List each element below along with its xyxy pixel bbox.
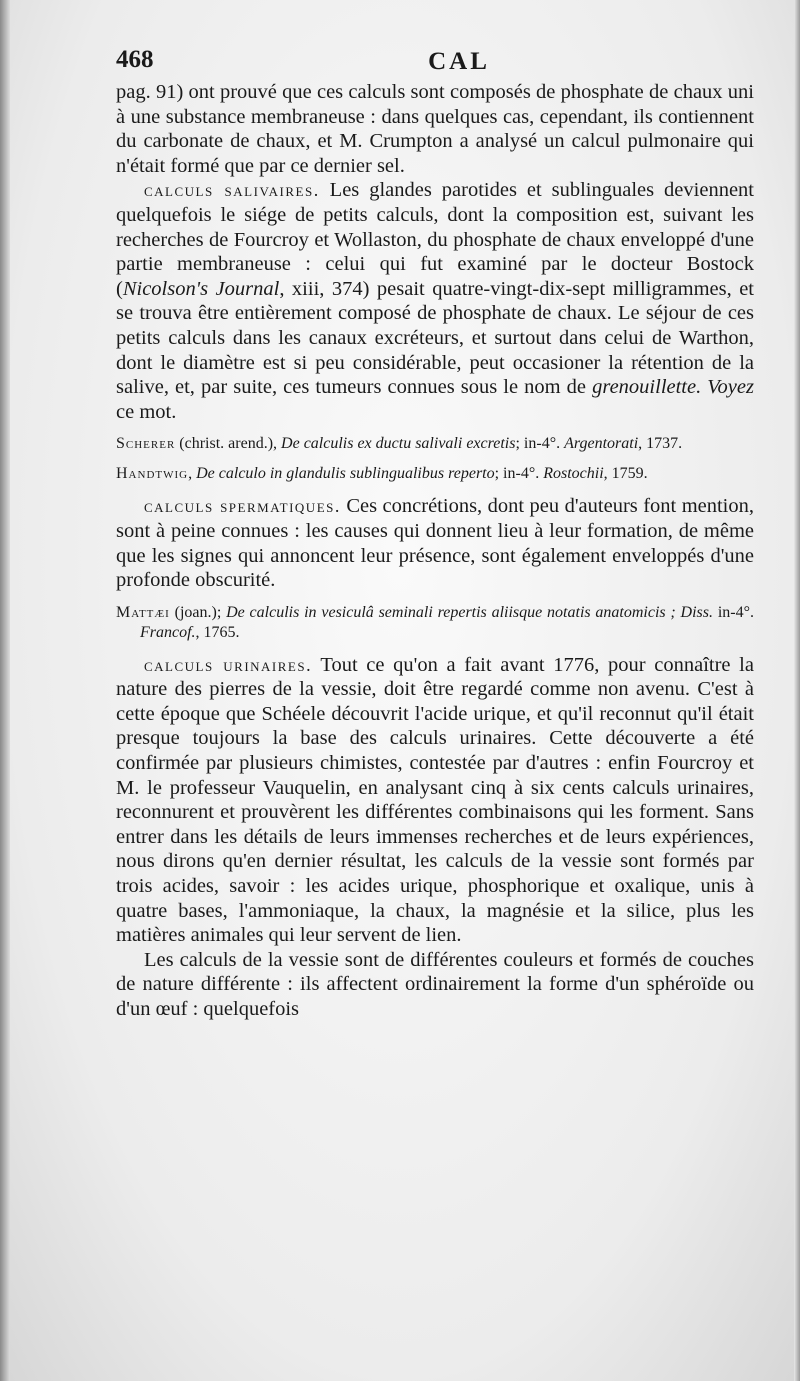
bib-author: Mattæi <box>116 603 170 621</box>
bib-title: De calculo in glandulis sublingualibus reperto <box>196 465 495 483</box>
bibliography-entry <box>116 603 754 643</box>
cross-reference: . Voyez <box>696 376 754 399</box>
section-title: calculs salivaires. <box>144 180 320 201</box>
bib-text: ; in-4°. <box>494 465 544 483</box>
journal-title: Nicolson's Journal <box>122 277 280 300</box>
bib-year: , 1759. <box>603 465 648 483</box>
section-text: ce mot. <box>116 400 177 423</box>
paragraph: Les calculs de la vessie sont de différentes couleurs et formés de couches de nature différente : ils affectent ordinairement la forme d'un sphéroïde ou d'un œuf : quelquefois <box>116 948 754 1020</box>
page-edge-shadow <box>794 0 800 1381</box>
paragraph-continuation: pag. 91) ont prouvé que ces calculs sont composés de phosphate de chaux uni à une substance membraneuse : dans quelques cas, cependant, ils contiennent du carbonate de chaux, et M. Crumpton a analysé un calcul pulmonaire qui n'était formé que par ce dernier sel. <box>116 81 754 177</box>
term-italic: grenouillette <box>592 376 697 399</box>
section-title: calculs spermatiques. <box>144 496 341 517</box>
section-text: Tout ce qu'on a fait avant 1776, pour connaître la nature des pierres de la vessie, doit être regardé comme non avenu. C'est à cette époque que Schéele découvrit l'acide urique, et qu'il reconnut qu'il était presque toujours la base des calculs urinaires. Cette découverte a été confirmée par plusieurs chimistes, contestée par d'autres : enfin Fourcroy et M. le professeur Vauquelin, en analysant cinq à six cents calculs urinaires, reconnurent et prouvèrent les différentes combinaisons qui les forment. Sans entrer dans les détails de leurs immenses recherches et de leurs expériences, nous dirons qu'en dernier résultat, les calculs de la vessie sont formés par trois acides, savoir : les acides urique, phosphorique et oxalique, unis à quatre bases, l'ammoniaque, la chaux, la magnésie et la silice, plus les matières animales qui leur servent de lien. <box>116 653 754 947</box>
page-gutter-shadow <box>0 0 10 1381</box>
bib-text: (christ. arend.), <box>175 435 282 453</box>
bib-year: , 1737. <box>638 435 683 453</box>
section-calculs-urinaires <box>116 653 754 948</box>
bib-text: (joan.); <box>169 603 227 621</box>
section-calculs-salivaires <box>116 178 754 424</box>
section-text: Les glandes parotides et sublinguales deviennent quelquefois le siége de petits calculs, dont la composition est, suivant les recherches de Fourcroy et Wollaston, du phosphate de chaux enveloppé d'une partie membraneuse : celui qui fut examiné par le docteur Bostock ( <box>116 179 754 300</box>
running-head: CAL <box>428 48 490 75</box>
bib-author: Scherer <box>116 435 176 453</box>
section-text: , xiii, 374) pesait quatre-vingt-dix-sept milligrammes, et se trouva être entièrement composé de phosphate de chaux. Le séjour de ces petits calculs dans les canaux excréteurs, et surtout dans celui de Warthon, dont le diamètre est si peu considérable, peut occasioner la rétention de la salive, et, par suite, ces tumeurs connues sous le nom de <box>116 277 754 399</box>
bib-place: Francof. <box>140 623 196 641</box>
bib-place: Rostochii <box>543 465 604 483</box>
bibliography-entry <box>116 434 754 454</box>
bib-place: Argentorati <box>564 435 639 453</box>
page-number: 468 <box>116 46 154 73</box>
bib-title: De calculis in vesiculâ seminali repertis aliisque notatis anatomicis ; Diss. <box>226 603 714 621</box>
section-title: calculs urinaires. <box>144 654 313 675</box>
bib-year: , 1765. <box>195 623 240 641</box>
bib-text: in-4°. <box>713 603 754 621</box>
section-calculs-spermatiques <box>116 494 754 592</box>
section-text: Ces concrétions, dont peu d'auteurs font mention, sont à peine connues : les causes qui donnent lieu à leur formation, de même que les signes qui annoncent leur présence, sont également enveloppés d'une profonde obscurité. <box>116 495 755 592</box>
bib-text: ; in-4°. <box>515 435 565 453</box>
page-header <box>116 42 752 82</box>
bib-text: , <box>188 465 197 483</box>
bibliography-entry <box>116 464 754 484</box>
page-text <box>116 80 754 1022</box>
bib-title: De calculis ex ductu salivali excretis <box>281 435 516 453</box>
bib-author: Handtwig <box>116 465 189 483</box>
